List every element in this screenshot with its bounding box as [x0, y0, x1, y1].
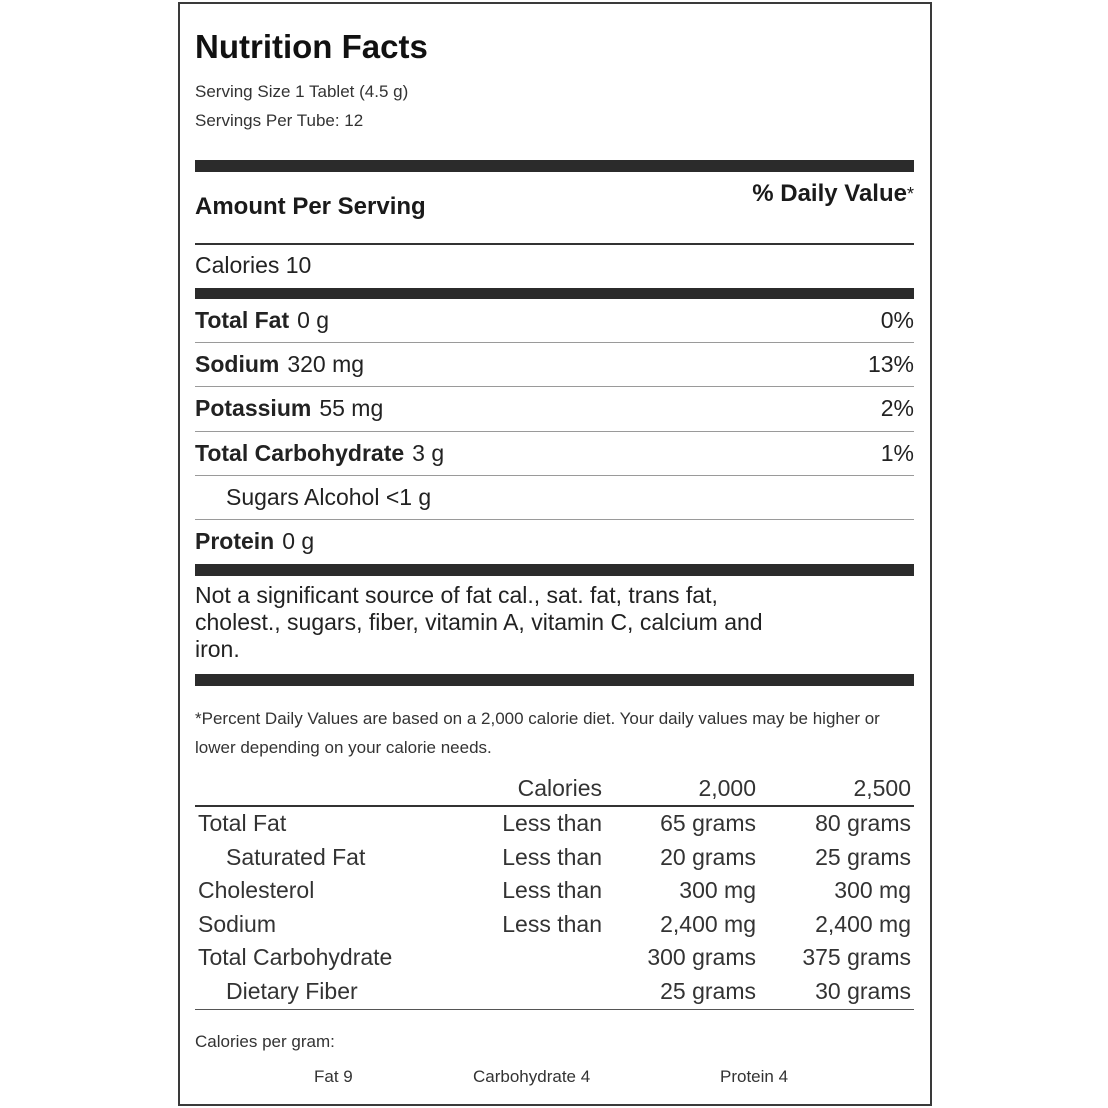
nutrient-name: Protein — [195, 528, 275, 554]
dv-table-row — [198, 941, 911, 973]
dv-cell: Less than — [502, 844, 602, 870]
daily-value-header-text: % Daily Value — [752, 180, 907, 207]
dv-cell: Sodium — [198, 911, 276, 937]
label-title: Nutrition Facts — [195, 28, 428, 65]
divider — [195, 243, 914, 245]
nutrient-daily-value: 0% — [880, 307, 914, 333]
dv-table-row — [198, 908, 911, 940]
dv-table-row — [198, 874, 911, 906]
dv-cell: Saturated Fat — [226, 844, 366, 870]
calories-row — [195, 250, 914, 280]
dv-cell: Total Carbohydrate — [198, 944, 393, 970]
divider — [195, 342, 914, 343]
calories-per-gram-protein: Protein 4 — [720, 1067, 789, 1086]
calories-per-gram-label: Calories per gram: — [195, 1032, 335, 1051]
nutrient-name: Total Carbohydrate — [195, 440, 405, 466]
dv-cell: 80 grams — [815, 810, 911, 836]
divider — [195, 475, 914, 476]
divider — [195, 431, 914, 432]
dv-cell: 30 grams — [815, 978, 911, 1004]
calories-per-gram-carbohydrate: Carbohydrate 4 — [473, 1067, 591, 1086]
nutrient-amount: 0 g — [282, 528, 315, 554]
thick-divider — [195, 288, 914, 299]
dv-header-2500: 2,500 — [853, 775, 911, 801]
dv-cell: Less than — [502, 911, 602, 937]
dv-cell: Cholesterol — [198, 877, 315, 903]
nutrient-name: Potassium — [195, 395, 312, 421]
not-significant-source-note: Not a significant source of fat cal., sat. fat, trans fat, cholest., sugars, fiber, vitamin A, vitamin C, calcium and iron. — [195, 582, 763, 662]
nutrient-name: Sodium — [195, 351, 280, 377]
dv-cell: 300 mg — [679, 877, 756, 903]
divider — [195, 519, 914, 520]
daily-value-footnote: *Percent Daily Values are based on a 2,000 calorie diet. Your daily values may be higher or lower depending on your calorie needs. — [195, 709, 880, 757]
nutrient-name: Sugars Alcohol <1 g — [226, 484, 432, 510]
dv-table-row — [198, 807, 911, 839]
dv-cell: 25 grams — [660, 978, 756, 1004]
dv-cell: 300 mg — [834, 877, 911, 903]
dv-cell: Less than — [502, 877, 602, 903]
calories-per-gram-fat: Fat 9 — [314, 1067, 353, 1086]
nutrient-amount: 55 mg — [319, 395, 384, 421]
nutrient-daily-value: 2% — [880, 395, 914, 421]
daily-value-asterisk: * — [906, 184, 914, 204]
nutrient-row-potassium — [195, 393, 914, 423]
dv-table-row — [198, 975, 911, 1007]
dv-cell: Dietary Fiber — [226, 978, 358, 1004]
divider — [195, 386, 914, 387]
dv-table-row — [198, 841, 911, 873]
dv-cell: 20 grams — [660, 844, 756, 870]
nutrient-row-sugar-alcohol — [226, 482, 945, 512]
nutrient-amount: 320 mg — [287, 351, 365, 377]
thick-divider — [195, 160, 914, 172]
servings-per-container: Servings Per Tube: 12 — [195, 111, 364, 130]
dv-header-calories: Calories — [517, 775, 602, 801]
nutrient-amount: 3 g — [412, 440, 445, 466]
divider — [195, 1009, 914, 1010]
dv-header-2000: 2,000 — [698, 775, 756, 801]
thick-divider — [195, 674, 914, 686]
nutrient-amount: 0 g — [297, 307, 330, 333]
thick-divider — [195, 564, 914, 576]
dv-cell: 375 grams — [802, 944, 911, 970]
dv-cell: 65 grams — [660, 810, 756, 836]
dv-table-header — [198, 772, 911, 804]
serving-size: Serving Size 1 Tablet (4.5 g) — [195, 82, 409, 101]
dv-cell: 300 grams — [647, 944, 756, 970]
nutrient-row-sodium — [195, 349, 914, 379]
daily-value-header — [714, 180, 914, 208]
dv-cell: 2,400 mg — [815, 911, 911, 937]
dv-cell: 25 grams — [815, 844, 911, 870]
nutrient-daily-value: 1% — [880, 440, 914, 466]
amount-per-serving-header: Amount Per Serving — [195, 193, 426, 220]
nutrient-daily-value: 13% — [867, 351, 914, 377]
dv-cell: Total Fat — [198, 810, 287, 836]
nutrient-name: Total Fat — [195, 307, 290, 333]
calories-value: Calories 10 — [195, 252, 312, 278]
nutrient-row-protein — [195, 526, 914, 556]
nutrient-row-total-fat — [195, 305, 914, 335]
nutrient-row-total-carbohydrate — [195, 438, 914, 468]
dv-cell: Less than — [502, 810, 602, 836]
dv-cell: 2,400 mg — [660, 911, 756, 937]
